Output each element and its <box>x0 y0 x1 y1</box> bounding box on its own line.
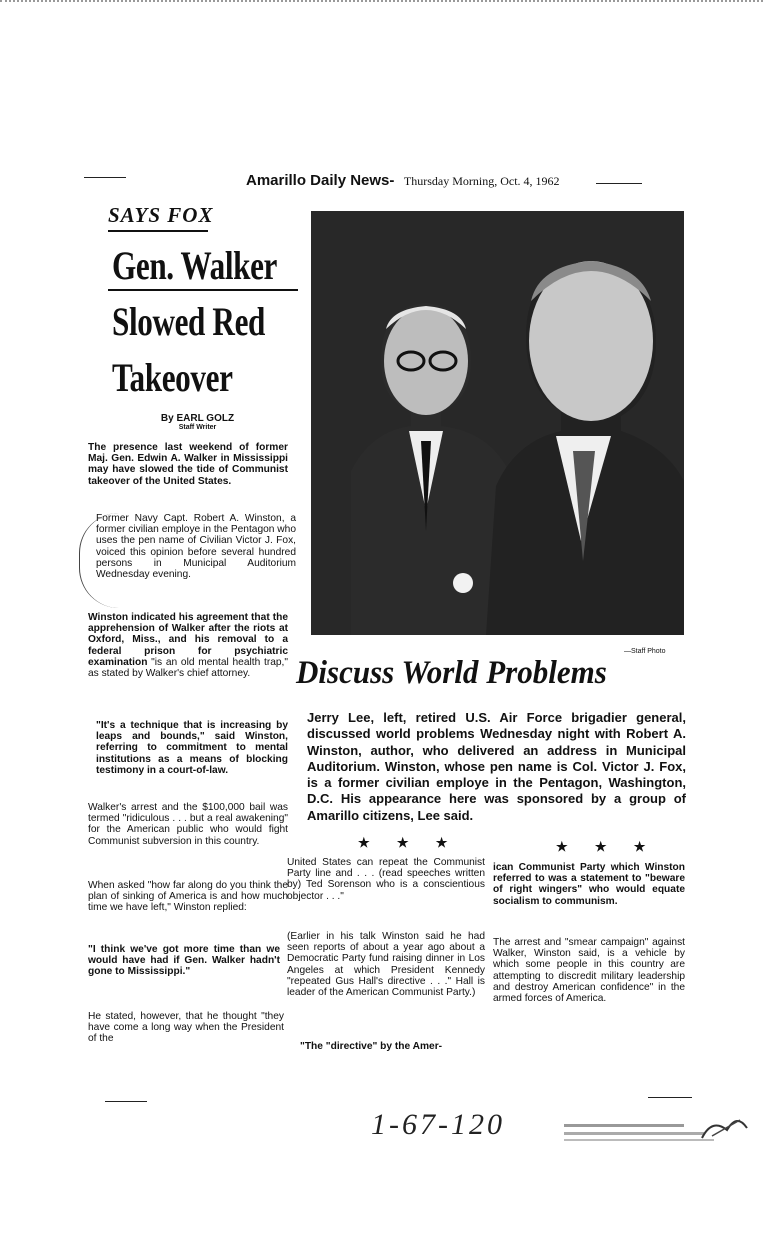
top-border <box>0 0 763 8</box>
paragraph-2-bold: Winston indicated his agreement that the apprehension of Walker after the riots at Oxford, Miss., and his removal to a federal prison for psychiatric examination <box>88 612 288 668</box>
newspaper-name: Amarillo Daily News- <box>246 172 395 189</box>
lead-paragraph: The presence last weekend of former Maj. Gen. Edwin A. Walker in Mississippi may have slowed the tide of Communist takeover of the United States. <box>88 442 288 487</box>
byline <box>150 413 245 431</box>
paragraph-5: When asked "how far along do you think the plan of sinking of America is and how much time we have left," Winston replied: <box>88 880 288 914</box>
middle-paragraph-1: United States can repeat the Communist Party line and . . . (read speeches written by) Ted Sorenson who is a conscientious objector . . ." <box>287 857 485 902</box>
photo-credit: —Staff Photo <box>624 648 666 655</box>
headline-line-2: Slowed Red <box>112 299 265 344</box>
middle-paragraph-3: "The "directive" by the Amer- <box>300 1041 443 1052</box>
paragraph-1: Former Navy Capt. Robert A. Winston, a former civilian employe in the Pentagon who uses the pen name of Civilian Victor J. Fox, voiced this opinion before several hundred persons in Municipal Auditorium Wednesday evening. <box>96 513 296 581</box>
photo-headline: Discuss World Problems <box>296 655 607 691</box>
right-rule <box>596 183 642 184</box>
paragraph-4: Walker's arrest and the $100,000 bail was termed "ridiculous . . . but a real awakening" for the American public who would fight Communist subversion in this country. <box>88 802 288 847</box>
bottom-right-rule <box>648 1097 692 1098</box>
left-rule <box>84 177 126 178</box>
headline-line-1: Gen. Walker <box>112 243 278 288</box>
archive-stamp <box>562 1108 752 1146</box>
issue-date: Thursday Morning, Oct. 4, 1962 <box>403 174 560 188</box>
paragraph-2-rest: "is an old mental health trap," as stated by Walker's chief attorney. <box>88 656 288 680</box>
headline-line-3: Takeover <box>112 355 233 400</box>
paragraph-2 <box>88 612 288 679</box>
news-photo <box>311 211 684 635</box>
file-number: 1-67-120 <box>371 1108 505 1141</box>
paragraph-7: He stated, however, that he thought "they have come a long way when the President of the <box>88 1011 284 1045</box>
byline-author: By EARL GOLZ <box>160 413 235 424</box>
bottom-left-rule <box>105 1101 147 1102</box>
section-stars-left: ★ ★ ★ <box>358 835 460 850</box>
byline-role: Staff Writer <box>178 424 217 431</box>
kicker-underline <box>108 230 208 232</box>
photo-illustration <box>311 211 684 635</box>
right-paragraph-2: The arrest and "smear campaign" against Walker, Winston said, is a vehicle by which some people in this country are attempting to discredit military leadership and destroy American confidence" in the armed forces of America. <box>493 937 685 1005</box>
paragraph-6: "I think we've got more time than we would have had if Gen. Walker hadn't gone to Mississippi." <box>88 944 280 978</box>
masthead <box>246 172 646 190</box>
middle-paragraph-2: (Earlier in his talk Winston said he had seen reports of about a year ago about a Democratic Party fund raising dinner in Los Angeles at which President Kennedy "repeated Gus Hall's directive . . ." Hall is leader of the American Communist Party.) <box>287 931 485 999</box>
section-stars-right: ★ ★ ★ <box>556 839 658 854</box>
right-paragraph-1: ican Communist Party which Winston referred to was a statement to "beware of right wingers" who would equate socialism to communism. <box>493 862 685 907</box>
headline-divider <box>108 289 298 291</box>
photo-caption: Jerry Lee, left, retired U.S. Air Force brigadier general, discussed world problems Wednesday night with Robert A. Winston, author, who delivered an address in Municipal Auditorium. Winston, whose pen name is Col. Victor J. Fox, is a former civilian employe in the Pentagon, Washington, D.C. His appearance here was sponsored by a group of Amarillo citizens, Lee said. <box>307 710 686 823</box>
paragraph-3: "It's a technique that is increasing by leaps and bounds," said Winston, referring to commitment to mental institutions as a means of blocking testimony in a court-of-law. <box>96 720 288 776</box>
kicker: SAYS FOX <box>108 203 214 227</box>
